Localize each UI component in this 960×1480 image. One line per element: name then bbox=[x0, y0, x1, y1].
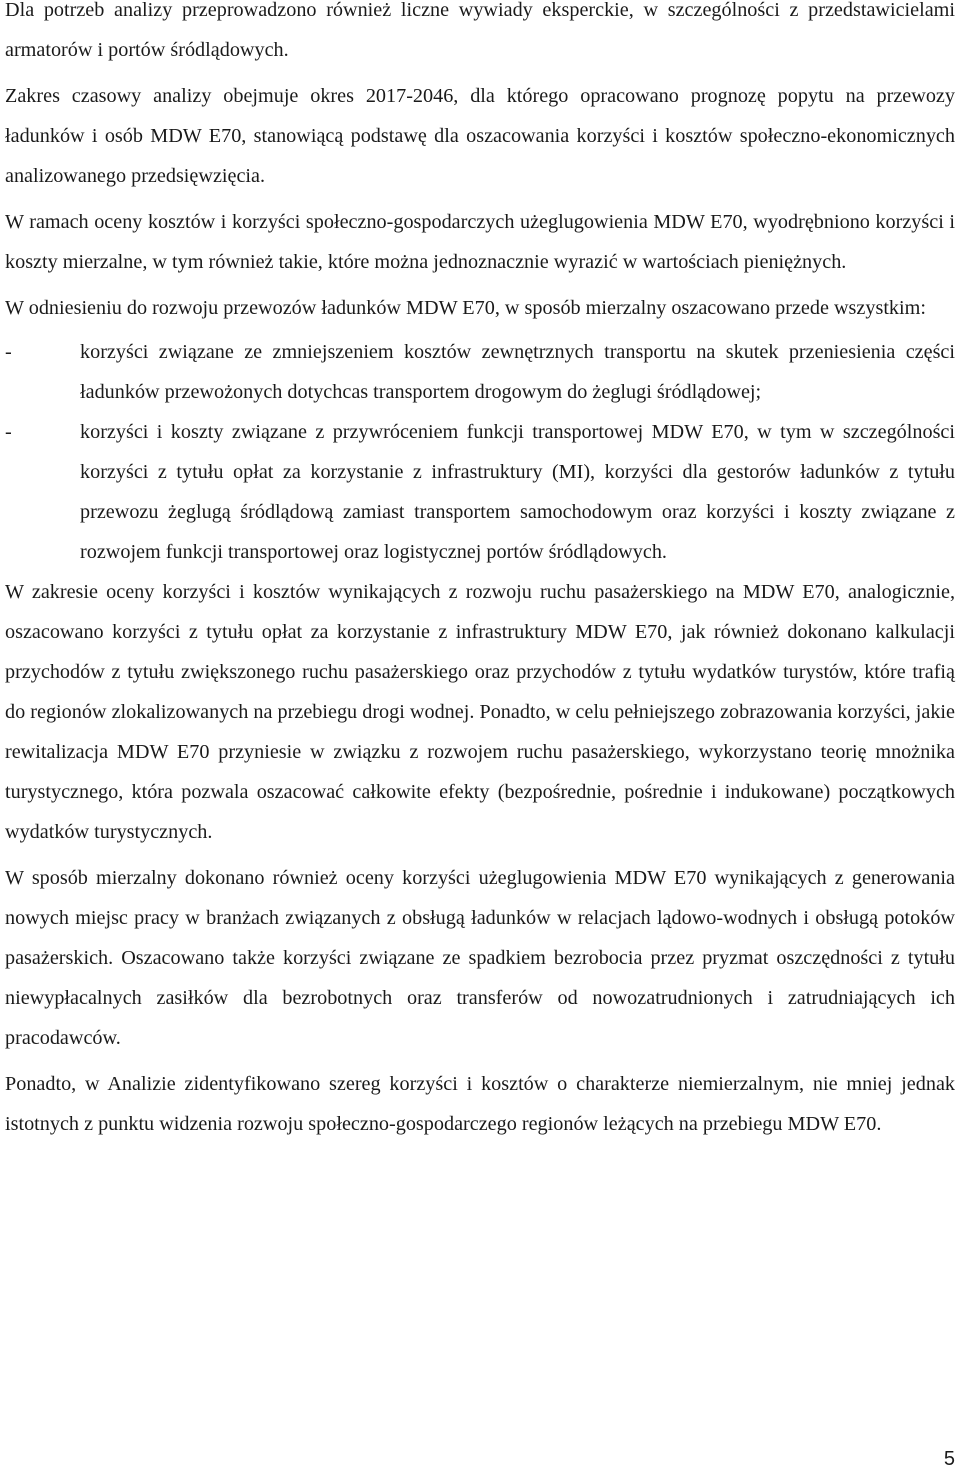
page-number: 5 bbox=[943, 1448, 955, 1470]
paragraph-time-scope: Zakres czasowy analizy obejmuje okres 2017-2046, dla którego opracowano prognozę popytu na przewozy ładunków i osób MDW E70, stanowiącą podstawę dla oszacowania korzyści i kosztów społeczno-ekonomicznych analizowanego przedsięwzięcia. bbox=[5, 85, 955, 187]
document-page bbox=[5, 0, 955, 1150]
list-marker: - bbox=[5, 421, 12, 443]
list-item bbox=[5, 332, 955, 412]
paragraph-expert-interviews: Dla potrzeb analizy przeprowadzono również liczne wywiady eksperckie, w szczególności z przedstawicielami armatorów i portów śródlądowych. bbox=[5, 0, 955, 61]
paragraph-employment: W sposób mierzalny dokonano również oceny korzyści użeglugowienia MDW E70 wynikających z generowania nowych miejsc pracy w branżach związanych z obsługą ładunków w relacjach lądowo-wodnych i obsługą potoków pasażerskich. Oszacowano także korzyści związane ze spadkiem bezrobocia przez pryzmat oszczędności z tytułu niewypłacalnych zasiłków dla bezrobotnych oraz transferów od nowozatrudnionych i zatrudniających ich pracodawców. bbox=[5, 867, 955, 1049]
list-item-text: korzyści i koszty związane z przywróceniem funkcji transportowej MDW E70, w tym w szczególności korzyści z tytułu opłat za korzystanie z infrastruktury (MI), korzyści dla gestorów ładunków z tytułu przewozu żeglugą śródlądową zamiast transportem samochodowym oraz korzyści i koszty związane z rozwojem funkcji transportowej oraz logistycznej portów śródlądowych. bbox=[80, 421, 955, 563]
paragraph-passenger-traffic: W zakresie oceny korzyści i kosztów wynikających z rozwoju ruchu pasażerskiego na MDW E70, analogicznie, oszacowano korzyści z tytułu opłat za korzystanie z infrastruktury MDW E70, jak również dokonano kalkulacji przychodów z tytułu zwiększonego ruchu pasażerskiego oraz przychodów z tytułu wydatków turystów, które trafią do regionów zlokalizowanych na przebiegu drogi wodnej. Ponadto, w celu pełniejszego zobrazowania korzyści, jakie rewitalizacja MDW E70 przyniesie w związku z rozwojem ruchu pasażerskiego, wykorzystano teorię mnożnika turystycznego, która pozwala oszacować całkowite efekty (bezpośrednie, pośrednie i indukowane) początkowych wydatków turystycznych. bbox=[5, 581, 955, 843]
list-item bbox=[5, 412, 955, 572]
cargo-benefits-list bbox=[5, 332, 955, 572]
list-item-text: korzyści związane ze zmniejszeniem kosztów zewnętrznych transportu na skutek przeniesienia części ładunków przewożonych dotychcas transportem drogowym do żeglugi śródlądowej; bbox=[80, 341, 955, 403]
paragraph-cargo-intro: W odniesieniu do rozwoju przewozów ładunków MDW E70, w sposób mierzalny oszacowano przede wszystkim: bbox=[5, 297, 926, 319]
list-marker: - bbox=[5, 341, 12, 363]
paragraph-measurable-costs: W ramach oceny kosztów i korzyści społeczno-gospodarczych użeglugowienia MDW E70, wyodrębniono korzyści i koszty mierzalne, w tym również takie, które można jednoznacznie wyrazić w wartościach pieniężnych. bbox=[5, 211, 955, 273]
paragraph-non-measurable: Ponadto, w Analizie zidentyfikowano szereg korzyści i kosztów o charakterze niemierzalnym, nie mniej jednak istotnych z punktu widzenia rozwoju społeczno-gospodarczego regionów leżących na przebiegu MDW E70. bbox=[5, 1073, 955, 1135]
